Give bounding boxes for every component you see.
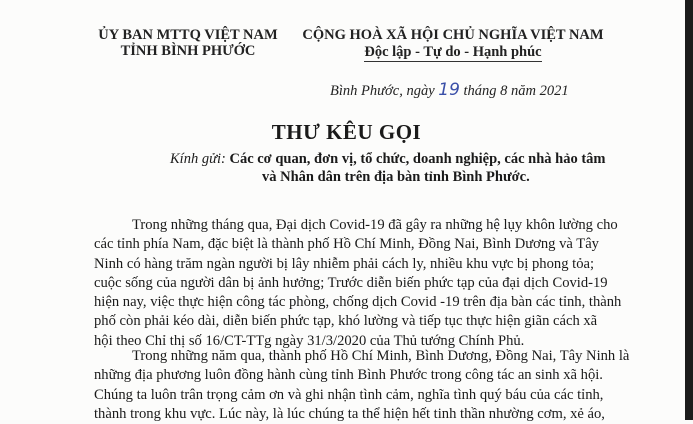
dateline-suffix: tháng 8 năm 2021 [463, 83, 569, 99]
org-line-1: ỦY BAN MTTQ VIỆT NAM [98, 27, 278, 43]
national-heading [293, 27, 613, 62]
document-title: THƯ KÊU GỌI [271, 120, 422, 144]
salutation-label: Kính gửi: [170, 151, 226, 167]
scan-border [685, 0, 693, 420]
paragraph-2 [94, 347, 654, 424]
paragraph-line: cuộc sống của người dân bị ảnh hưởng; Trước diễn biến phức tạp của đại dịch Covid-19 [94, 274, 608, 291]
paragraph-1 [94, 216, 654, 351]
recipients-line-2: và Nhân dân trên địa bàn tỉnh Bình Phước. [262, 169, 530, 185]
issuing-organization [93, 27, 283, 59]
paragraph-line: những địa phương luôn đồng hành cùng tỉnh Bình Phước trong công tác an sinh xã hội. [94, 367, 603, 384]
salutation [170, 150, 650, 186]
dateline-prefix: Bình Phước, ngày [330, 83, 435, 99]
recipients-line-1: Các cơ quan, đơn vị, tổ chức, doanh nghiệp, các nhà hảo tâm [229, 151, 606, 167]
paragraph-line: Trong những năm qua, thành phố Hồ Chí Minh, Bình Dương, Đồng Nai, Tây Ninh là [132, 348, 630, 364]
paragraph-line: hội theo Chỉ thị số 16/CT-TTg ngày 31/3/2020 của Thủ tướng Chính Phủ. [94, 332, 525, 349]
paragraph-line: hiện nay, việc thực hiện công tác phòng, chống dịch Covid -19 trên địa bàn các tỉnh, thành [94, 294, 622, 311]
paragraph-line: các tỉnh phía Nam, đặc biệt là thành phố Hồ Chí Minh, Đồng Nai, Bình Dương và Tây [94, 236, 599, 253]
paragraph-line: phố còn phải kéo dài, diễn biến phức tạp, khó lường và tiếp tục thực hiện giãn cách xã [94, 313, 598, 330]
national-motto: Độc lập - Tự do - Hạnh phúc [364, 44, 542, 60]
nation-name: CỘNG HOÀ XÃ HỘI CHỦ NGHĨA VIỆT NAM [302, 27, 604, 43]
paragraph-line: Ninh có hàng trăm ngàn người bị lây nhiễm phải cách ly, nhiều khu vực bị phong tỏa; [94, 255, 595, 272]
dateline [330, 80, 569, 100]
org-line-2: TỈNH BÌNH PHƯỚC [120, 43, 256, 59]
paragraph-line: Chúng ta luôn trân trọng cảm ơn và ghi nhận tình cảm, nghĩa tình quý báu của các tỉnh, [94, 386, 604, 403]
paragraph-line: thành trong khu vực. Lúc này, là lúc chúng ta thể hiện hết tinh thần nhường cơm, xẻ áo, [94, 405, 605, 422]
paragraph-line: Trong những tháng qua, Đại dịch Covid-19 đã gây ra những hệ lụy khôn lường cho [132, 217, 618, 233]
handwritten-day: 19 [438, 80, 460, 100]
